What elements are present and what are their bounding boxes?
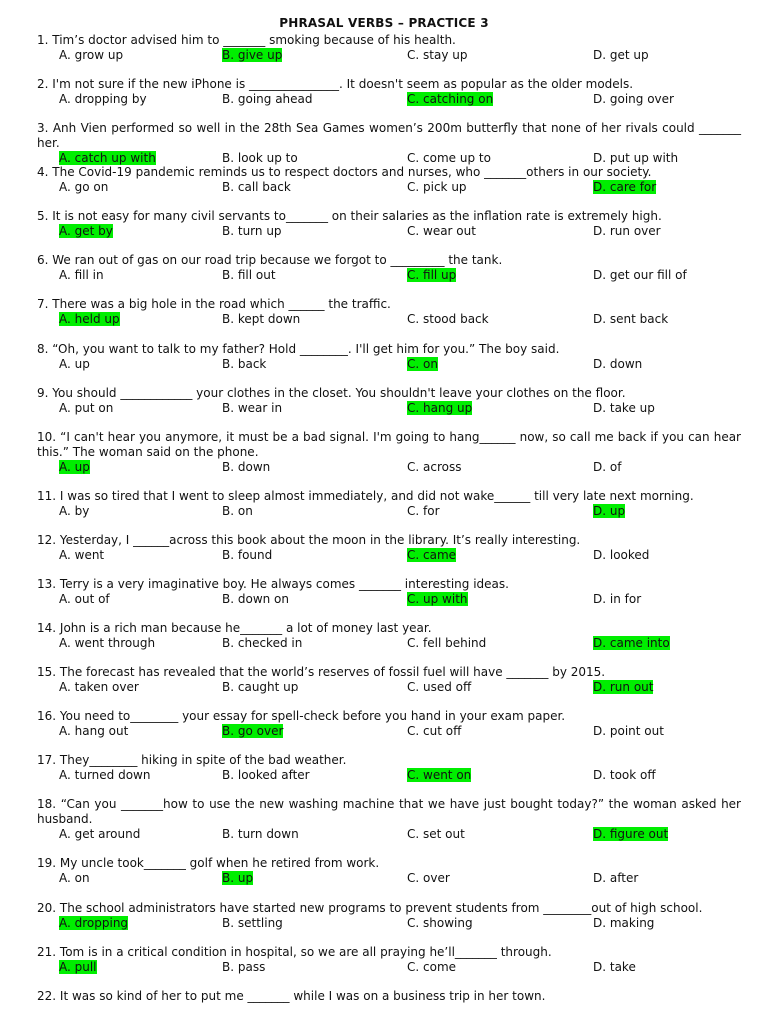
question-text: Tim’s doctor advised him to _______ smoking because of his health. xyxy=(52,33,456,47)
question-number: 4. xyxy=(37,165,53,179)
answer-option-a: A. by xyxy=(59,504,90,518)
answer-option-a: A. dropping by xyxy=(59,92,147,106)
question-stem xyxy=(37,533,741,548)
correct-answer-highlight: C. came xyxy=(407,548,457,562)
answer-option-d: D. making xyxy=(593,916,655,930)
question-number: 15. xyxy=(37,665,60,679)
question-stem xyxy=(37,165,741,180)
question-stem xyxy=(37,253,741,268)
answer-option-d: D. point out xyxy=(593,724,664,738)
answer-option-d: D. of xyxy=(593,460,622,474)
question-number: 21. xyxy=(37,945,60,959)
answer-option-d: D. took off xyxy=(593,768,656,782)
answer-option-a: A. taken over xyxy=(59,680,139,694)
question-stem xyxy=(37,430,741,460)
question-text: Tom is in a critical condition in hospital, so we are all praying he’ll_______ through. xyxy=(59,945,552,959)
answer-option-b: B. settling xyxy=(222,916,283,930)
correct-answer-highlight: B. up xyxy=(222,871,254,885)
answer-option-b: B. down xyxy=(222,460,271,474)
answer-option-b: B. wear in xyxy=(222,401,283,415)
correct-answer-highlight: A. held up xyxy=(59,312,120,326)
question-stem xyxy=(37,665,741,680)
question-number: 12. xyxy=(37,533,60,547)
question-text: Yesterday, I ______across this book about the moon in the library. It’s really interesting. xyxy=(59,533,581,547)
correct-answer-highlight: C. up with xyxy=(407,592,468,606)
question-stem xyxy=(37,753,741,768)
answer-option-b: B. found xyxy=(222,548,273,562)
answer-option-d xyxy=(593,504,625,519)
question-number: 5. xyxy=(37,209,53,223)
answer-option-b xyxy=(222,48,282,63)
correct-answer-highlight: C. went on xyxy=(407,768,472,782)
question-text: The Covid-19 pandemic reminds us to respect doctors and nurses, who _______others in our society. xyxy=(52,165,652,179)
answer-option-a xyxy=(59,960,97,975)
question-text: Anh Vien performed so well in the 28th Sea Games women’s 200m butterfly that none of her rivals could _______ her. xyxy=(37,121,741,150)
answer-option-b: B. turn up xyxy=(222,224,282,238)
correct-answer-highlight: A. dropping xyxy=(59,916,129,930)
question-text: We ran out of gas on our road trip because we forgot to _________ the tank. xyxy=(52,253,503,267)
question-number: 17. xyxy=(37,753,60,767)
correct-answer-highlight: D. run out xyxy=(593,680,654,694)
answer-option-b xyxy=(222,871,253,886)
question-stem xyxy=(37,121,741,151)
answer-option-c: C. fell behind xyxy=(407,636,487,650)
question-number: 2. xyxy=(37,77,53,91)
answer-option-a: A. grow up xyxy=(59,48,124,62)
answer-option-b: B. call back xyxy=(222,180,291,194)
answer-option-a: A. up xyxy=(59,357,90,371)
answer-option-b: B. caught up xyxy=(222,680,299,694)
correct-answer-highlight: D. figure out xyxy=(593,827,669,841)
question-text: You need to________ your essay for spell-check before you hand in your exam paper. xyxy=(59,709,566,723)
question-stem xyxy=(37,945,741,960)
answer-option-c: C. stay up xyxy=(407,48,468,62)
correct-answer-highlight: A. up xyxy=(59,460,90,474)
correct-answer-highlight: A. catch up with xyxy=(59,151,156,165)
question-number: 10. xyxy=(37,430,61,444)
answer-option-a xyxy=(59,460,90,475)
answer-option-a: A. went through xyxy=(59,636,156,650)
correct-answer-highlight: A. get by xyxy=(59,224,113,238)
question-stem xyxy=(37,577,741,592)
answer-option-d: D. in for xyxy=(593,592,642,606)
question-stem xyxy=(37,709,741,724)
answer-option-a: A. out of xyxy=(59,592,110,606)
answer-option-d: D. take xyxy=(593,960,636,974)
answer-option-b: B. looked after xyxy=(222,768,310,782)
question-number: 3. xyxy=(37,121,53,135)
answer-option-d xyxy=(593,680,653,695)
question-number: 16. xyxy=(37,709,60,723)
answer-option-d: D. sent back xyxy=(593,312,669,326)
answer-option-b: B. pass xyxy=(222,960,266,974)
page-title: PHRASAL VERBS – PRACTICE 3 xyxy=(279,16,489,30)
question-text: I'm not sure if the new iPhone is _______________. It doesn't seem as popular as the older models. xyxy=(52,77,634,91)
question-text: “Oh, you want to talk to my father? Hold ________. I'll get him for you.” The boy said. xyxy=(52,342,560,356)
answer-option-c: C. wear out xyxy=(407,224,476,238)
question-number: 6. xyxy=(37,253,53,267)
question-text: It is not easy for many civil servants to_______ on their salaries as the inflation rate is extremely high. xyxy=(52,209,662,223)
answer-option-d: D. after xyxy=(593,871,639,885)
answer-option-d xyxy=(593,827,668,842)
question-number: 18. xyxy=(37,797,61,811)
answer-option-a: A. turned down xyxy=(59,768,151,782)
correct-answer-highlight: C. on xyxy=(407,357,438,371)
question-text: You should ____________ your clothes in the closet. You shouldn't leave your clothes on the floor. xyxy=(52,386,626,400)
correct-answer-highlight: B. go over xyxy=(222,724,284,738)
question-stem xyxy=(37,342,741,357)
answer-option-c: C. come xyxy=(407,960,457,974)
question-stem xyxy=(37,489,741,504)
answer-option-d xyxy=(593,636,670,651)
question-number: 22. xyxy=(37,989,60,1003)
answer-option-a: A. put on xyxy=(59,401,114,415)
answer-option-d: D. take up xyxy=(593,401,655,415)
question-text: The forecast has revealed that the world’s reserves of fossil fuel will have _______ by 2015. xyxy=(59,665,606,679)
question-text: My uncle took_______ golf when he retired from work. xyxy=(59,856,380,870)
question-stem xyxy=(37,209,741,224)
answer-option-c: C. cut off xyxy=(407,724,462,738)
answer-option-b: B. back xyxy=(222,357,267,371)
question-text: The school administrators have started new programs to prevent students from ________out of high school. xyxy=(59,901,703,915)
question-number: 11. xyxy=(37,489,60,503)
question-text: They________ hiking in spite of the bad weather. xyxy=(59,753,347,767)
question-stem xyxy=(37,901,741,916)
answer-option-b: B. turn down xyxy=(222,827,299,841)
answer-option-c xyxy=(407,592,468,607)
correct-answer-highlight: C. fill up xyxy=(407,268,457,282)
answer-option-b: B. look up to xyxy=(222,151,298,165)
answer-option-c: C. showing xyxy=(407,916,473,930)
correct-answer-highlight: B. give up xyxy=(222,48,283,62)
question-number: 7. xyxy=(37,297,53,311)
answer-option-a: A. go on xyxy=(59,180,109,194)
answer-option-b xyxy=(222,724,283,739)
answer-option-c xyxy=(407,92,493,107)
question-number: 1. xyxy=(37,33,53,47)
correct-answer-highlight: C. hang up xyxy=(407,401,473,415)
answer-option-c: C. come up to xyxy=(407,151,491,165)
answer-option-b: B. kept down xyxy=(222,312,301,326)
question-number: 19. xyxy=(37,856,60,870)
answer-option-a: A. went xyxy=(59,548,105,562)
question-stem xyxy=(37,856,741,871)
answer-option-a: A. get around xyxy=(59,827,141,841)
answer-option-d: D. get up xyxy=(593,48,649,62)
answer-option-a xyxy=(59,224,113,239)
answer-option-a: A. hang out xyxy=(59,724,129,738)
answer-option-a xyxy=(59,151,156,166)
answer-option-b: B. going ahead xyxy=(222,92,313,106)
answer-option-b: B. checked in xyxy=(222,636,303,650)
answer-option-d: D. put up with xyxy=(593,151,679,165)
correct-answer-highlight: D. came into xyxy=(593,636,670,650)
answer-option-b: B. down on xyxy=(222,592,290,606)
answer-option-d: D. get our fill of xyxy=(593,268,687,282)
answer-option-c: C. pick up xyxy=(407,180,467,194)
question-text: I was so tired that I went to sleep almost immediately, and did not wake______ till very late next morning. xyxy=(59,489,694,503)
answer-option-c: C. across xyxy=(407,460,462,474)
correct-answer-highlight: A. pull xyxy=(59,960,97,974)
question-stem xyxy=(37,33,741,48)
question-number: 20. xyxy=(37,901,60,915)
answer-option-c: C. stood back xyxy=(407,312,489,326)
answer-option-a: A. fill in xyxy=(59,268,104,282)
question-stem xyxy=(37,77,741,92)
question-stem xyxy=(37,797,741,827)
answer-option-b: B. on xyxy=(222,504,253,518)
answer-option-c: C. used off xyxy=(407,680,472,694)
question-stem xyxy=(37,989,741,1004)
answer-option-c: C. set out xyxy=(407,827,465,841)
correct-answer-highlight: D. up xyxy=(593,504,626,518)
correct-answer-highlight: C. catching on xyxy=(407,92,494,106)
question-text: It was so kind of her to put me _______ while I was on a business trip in her town. xyxy=(59,989,546,1003)
answer-option-d: D. run over xyxy=(593,224,661,238)
question-text: Terry is a very imaginative boy. He always comes _______ interesting ideas. xyxy=(59,577,509,591)
question-text: “Can you _______how to use the new washing machine that we have just bought today?” the woman asked her husband. xyxy=(37,797,741,826)
question-number: 13. xyxy=(37,577,60,591)
question-stem xyxy=(37,297,741,312)
correct-answer-highlight: D. care for xyxy=(593,180,657,194)
answer-option-c: C. for xyxy=(407,504,440,518)
answer-option-c xyxy=(407,548,456,563)
answer-option-c xyxy=(407,768,471,783)
question-number: 14. xyxy=(37,621,60,635)
answer-option-c xyxy=(407,357,438,372)
answer-option-a xyxy=(59,916,128,931)
answer-option-a: A. on xyxy=(59,871,90,885)
answer-option-d xyxy=(593,180,656,195)
answer-option-c: C. over xyxy=(407,871,450,885)
question-stem xyxy=(37,621,741,636)
question-stem xyxy=(37,386,741,401)
answer-option-d: D. going over xyxy=(593,92,674,106)
answer-option-c xyxy=(407,401,472,416)
answer-option-c xyxy=(407,268,456,283)
answer-option-d: D. looked xyxy=(593,548,650,562)
question-text: There was a big hole in the road which ______ the traffic. xyxy=(52,297,391,311)
question-number: 8. xyxy=(37,342,53,356)
answer-option-a xyxy=(59,312,120,327)
answer-option-d: D. down xyxy=(593,357,643,371)
answer-option-b: B. fill out xyxy=(222,268,276,282)
question-number: 9. xyxy=(37,386,53,400)
question-text: John is a rich man because he_______ a lot of money last year. xyxy=(59,621,432,635)
question-text: “I can't hear you anymore, it must be a bad signal. I'm going to hang______ now, so call me back if you can hear this.” The woman said on the phone. xyxy=(37,430,741,459)
